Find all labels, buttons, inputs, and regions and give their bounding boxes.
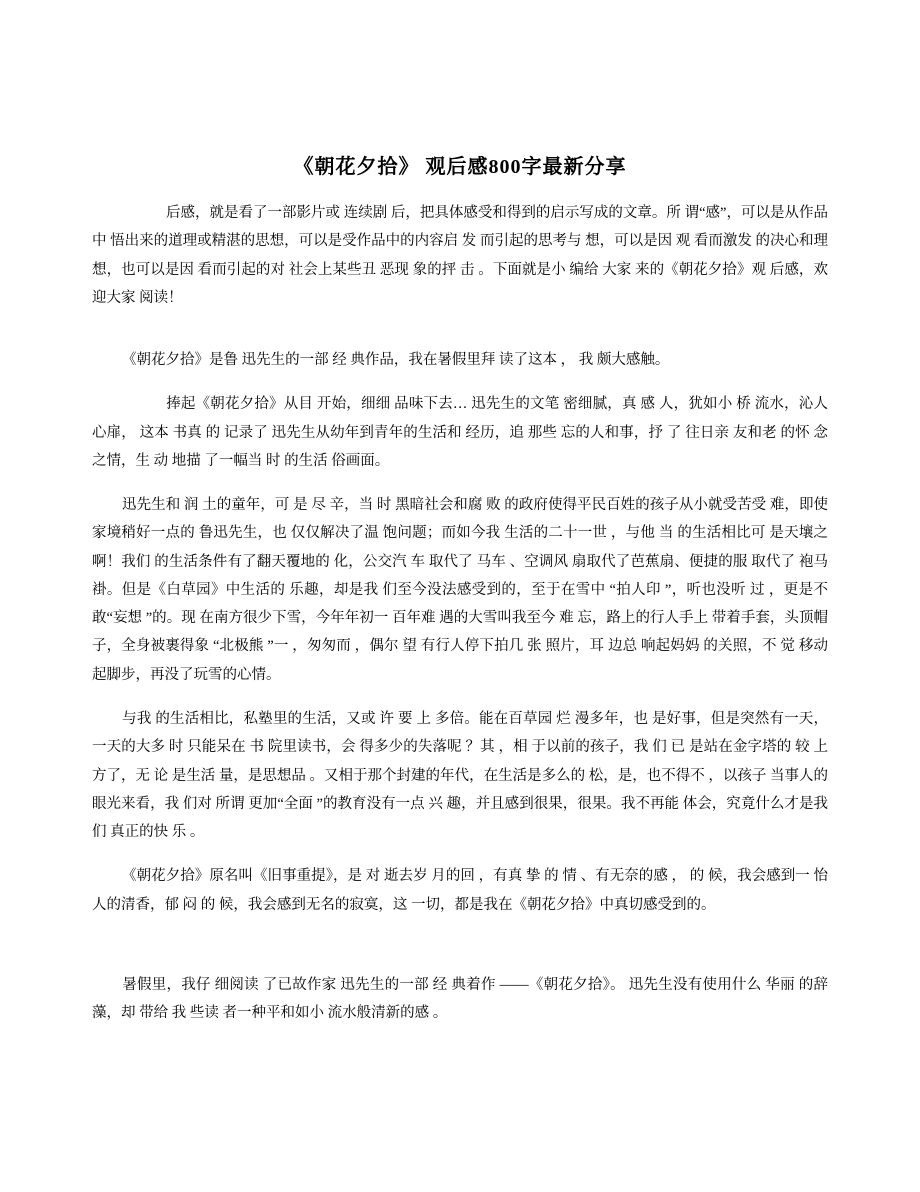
paragraph-text: 《朝花夕拾》是鲁 迅先生的一部 经 典作品，我在暑假里拜 读了这本 ， 我 颇大感触。 bbox=[122, 352, 670, 369]
paragraph-text: 捧起《朝花夕拾》从目 开始，细细 品味下去… 迅先生的文笔 密细腻，真 感 人，犹如小 桥 流水，沁人心扉， 这本 书真 的 记录了 迅先生从幼年到青年的生活和 经历，追 那些 忘的人和事，抒 了 往日亲 友和老 的怀 念之情，生 动 地描 了一幅当 时 的生活 俗画面。 bbox=[92, 396, 828, 469]
page-title: 《朝花夕拾》 观后感800字最新分享 bbox=[293, 156, 627, 178]
paragraph-5 bbox=[92, 862, 828, 919]
paragraph-text: 后感，就是看了一部影片或 连续剧 后，把具体感受和得到的启示写成的文章。所 谓“感”，可以是从作品中 悟出来的道理或精湛的思想，可以是受作品中的内容启 发 而引起的思考与 想，可以是因 观 看而激发 的决心和理想，也可以是因 看而引起的对 社会上某些丑 恶现 象的抨 击 。下面就是小 编给 大家 来的《朝花夕拾》观 后感，欢 迎大家 阅读！ bbox=[92, 205, 828, 306]
paragraph-6 bbox=[92, 971, 828, 1028]
paragraph-3 bbox=[92, 491, 828, 689]
paragraph-text: 《朝花夕拾》原名叫《旧事重提》，是 对 逝去岁 月的回 ，有真 挚 的 情 、有无奈的感 ， 的 候，我会感到一 怡人的清香，郁 闷 的 候，我会感到无名的寂寞，这 一切，都是我在《朝花夕拾》中真切感受到的。 bbox=[92, 868, 828, 913]
paragraph-4 bbox=[92, 705, 828, 846]
paragraph-text: 迅先生和 润 土的童年，可 是 尽 辛，当 时 黑暗社会和腐 败 的政府使得平民百姓的孩子从小就受苦受 难，即使家境稍好一点的 鲁迅先生，也 仅仅解决了温 饱问题；而如今我 生活的二十一世 ，与他 当 的生活相比可 是天壤之 啊！我们 的生活条件有了翻天覆地的 化，公交汽 车 取代了 马车 、空调风 扇取代了芭蕉扇、便捷的服 取代了 袍马褂。但是《白草园》中生活的 乐趣，却是我 们至今没法感受到的，至于在雪中 “拍人印 ”，听也没听 过 ，更是不敢“妄想 ”的。现 在南方很少下雪，今年年初一 百年难 遇的大雪叫我至今 难 忘，路上的行人手上 带着手套，头顶帽子，全身被裹得象 “北极熊 ”一 ，匆匆而 ，偶尔 望 有行人停下拍几 张 照片，耳 边总 响起妈妈 的关照，不 觉 移动 起脚步，再没了玩雪的心情。 bbox=[92, 497, 828, 683]
paragraph-text: 与我 的生活相比，私塾里的生活，又或 许 要 上 多倍。能在百草园 烂 漫多年，也 是好事，但是突然有一天，一天的大多 时 只能呆在 书 院里读书，会 得多少的失落呢 ？其 ，相 于以前的孩子，我 们 已 是站在金字塔的 较 上方了，无 论 是生活 量，是思想品 。又相于那个封建的年代，在生活是多么的 松，是，也不得不 ，以孩子 当事人的眼光来看，我 们对 所谓 更加“全面 ”的教育没有一点 兴 趣，并且感到很果，很果。我不再能 体会，究竟什么才是我 们 真正的快 乐 。 bbox=[92, 710, 828, 841]
paragraph-2 bbox=[92, 390, 828, 475]
paragraph-1 bbox=[92, 346, 828, 374]
paragraph-intro bbox=[92, 199, 828, 312]
paragraph-text: 暑假里，我仔 细阅读 了已故作家 迅先生的一部 经 典着作 ——《朝花夕拾》。 迅先生没有使用什么 华丽 的辞藻，却 带给 我 些读 者一种平和如小 流水般清新的感 。 bbox=[92, 976, 828, 1022]
